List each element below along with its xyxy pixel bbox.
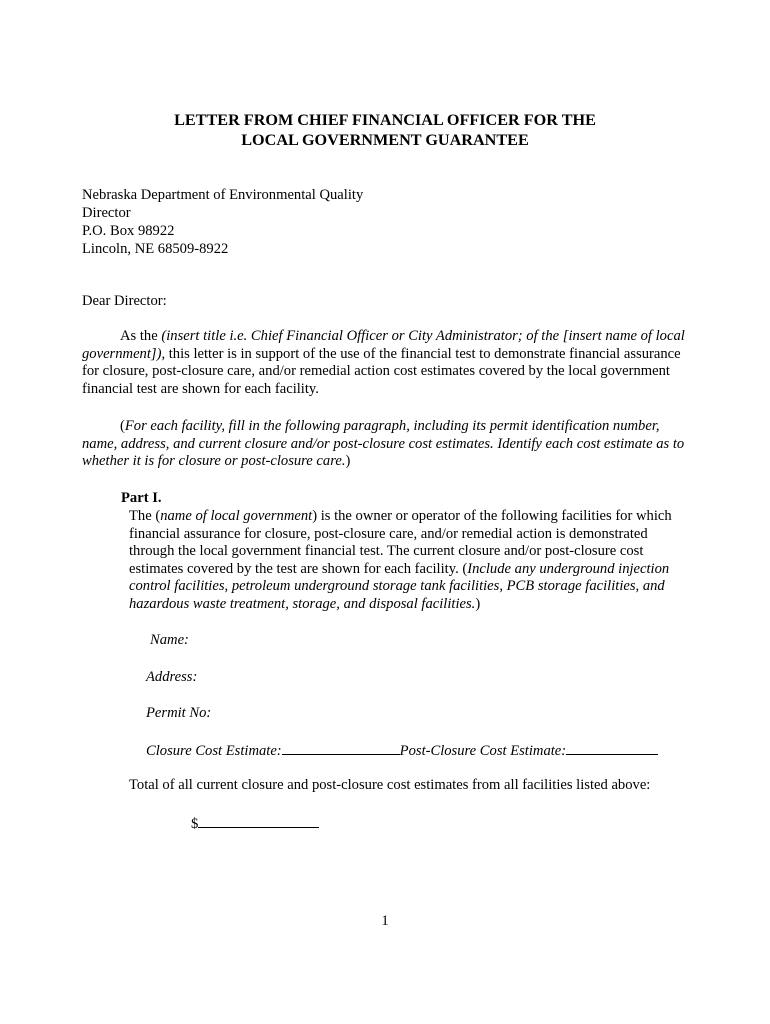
facility-types-note: Include any underground injection control facilities, petroleum underground storage tank facilities, PCB storage facilities, and hazardous waste treatment, storage, and disposal facilities. <box>129 560 670 612</box>
total-amount-row <box>191 813 319 834</box>
cost-estimate-row <box>146 740 658 761</box>
closure-cost-label: Closure Cost Estimate: <box>146 743 282 759</box>
part-1-paragraph: The (name of local government) is the owner or operator of the following facilities for which financial assurance for closure, post-closure care, and/or remedial action is demonstrated through the local government financial test. The current closure and/or post-closure cost estimates covered by the test are shown for each facility. (Include any underground injection control facilities, petroleum underground storage tank facilities, PCB storage facilities, and hazardous waste treatment, storage, and disposal facilities.) <box>129 508 672 612</box>
total-amount-blank[interactable] <box>198 813 319 828</box>
intro-paragraph: As the (insert title i.e. Chief Financial Officer or City Administrator; of the [insert name of local government]), this letter is in support of the use of the financial test to demonstrate financial assurance for closure, post-closure care, and/or remedial action cost estimates covered by the local government financial test are shown for each facility. <box>82 328 685 397</box>
instruction-paragraph: (For each facility, fill in the following paragraph, including its permit identification number, name, address, and current closure and/or post-closure cost estimates. Identify each cost estimate as to whether it is for closure or post-closure care.) <box>82 418 685 470</box>
intro-instruction: (insert title i.e. Chief Financial Officer or City Administrator; of the [insert name of local government]) <box>82 328 685 362</box>
address-org: Nebraska Department of Environmental Quality <box>82 187 364 203</box>
document-title <box>0 110 770 150</box>
facility-instruction: For each facility, fill in the following paragraph, including its permit identification number, name, address, and current closure and/or post-closure cost estimates. Identify each cost estimate as to whether it is for closure or post-closure care. <box>82 418 685 470</box>
address-po-box: P.O. Box 98922 <box>82 223 175 239</box>
salutation: Dear Director: <box>82 293 167 309</box>
part-1-heading: Part I. <box>121 490 162 506</box>
permit-field-label: Permit No: <box>146 705 212 721</box>
total-statement: Total of all current closure and post-closure cost estimates from all facilities listed above: <box>129 777 651 793</box>
address-attn: Director <box>82 205 131 221</box>
closure-cost-blank[interactable] <box>282 740 400 755</box>
post-closure-cost-blank[interactable] <box>566 740 658 755</box>
post-closure-cost-label: Post-Closure Cost Estimate: <box>399 743 567 759</box>
name-field-label: Name: <box>150 632 189 648</box>
dollar-sign: $ <box>191 816 199 832</box>
local-government-placeholder: name of local government <box>160 508 313 524</box>
title-line-1: LETTER FROM CHIEF FINANCIAL OFFICER FOR THE <box>174 111 596 129</box>
recipient-address <box>82 186 363 258</box>
address-field-label: Address: <box>146 669 198 685</box>
page-number: 1 <box>381 913 389 929</box>
address-city: Lincoln, NE 68509-8922 <box>82 241 229 257</box>
title-line-2: LOCAL GOVERNMENT GUARANTEE <box>241 131 529 149</box>
